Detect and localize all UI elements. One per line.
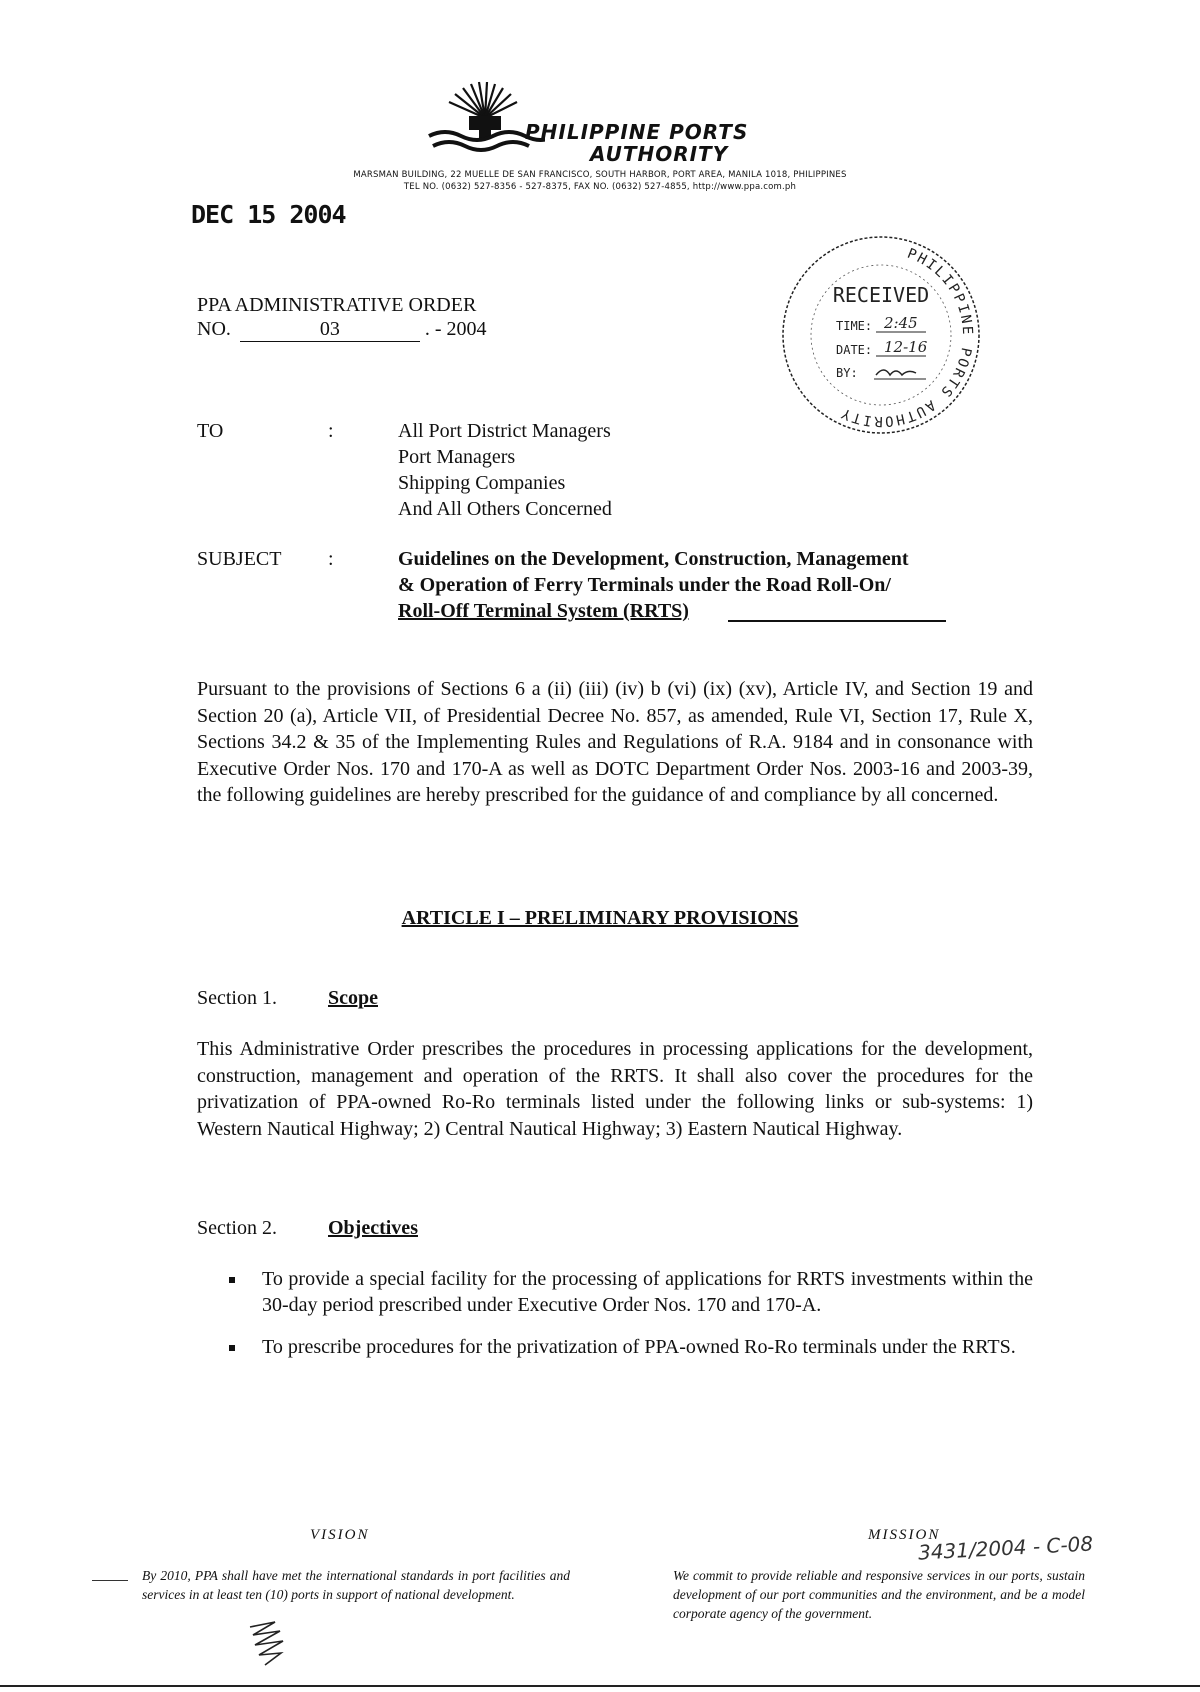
list-item bbox=[197, 1266, 1033, 1318]
seal-received-word: RECEIVED bbox=[832, 283, 930, 307]
seal-time-value: 2:45 bbox=[884, 314, 918, 332]
vision-title: VISION bbox=[310, 1527, 370, 1543]
seal-initials-signature bbox=[876, 370, 916, 375]
subject-label: SUBJECT bbox=[197, 548, 282, 570]
section-1-title: Scope bbox=[328, 987, 378, 1009]
mission-text: We commit to provide reliable and responsive services in our ports, sustain development of our port communities and the environment, and be a model corporate agency of the government. bbox=[673, 1568, 1085, 1621]
order-number: 03 bbox=[240, 318, 420, 342]
seal-date-label: DATE: bbox=[836, 343, 873, 357]
list-item bbox=[197, 1334, 1033, 1360]
contact-line: TEL NO. (0632) 527-8356 - 527-8375, FAX NO. (0632) 527-4855, http://www.ppa.com.ph bbox=[403, 182, 797, 192]
bullet-icon bbox=[229, 1277, 235, 1283]
article-title: ARTICLE I – PRELIMINARY PROVISIONS bbox=[401, 907, 799, 929]
order-year: . - 2004 bbox=[424, 318, 487, 340]
order-number-line bbox=[197, 318, 487, 342]
received-seal bbox=[776, 230, 986, 440]
order-no-label: NO. bbox=[197, 318, 231, 340]
to-colon: : bbox=[328, 420, 334, 442]
bottom-border bbox=[0, 1685, 1200, 1687]
section-2-title: Objectives bbox=[328, 1217, 418, 1239]
objectives-list bbox=[197, 1266, 1033, 1376]
subject-line: & Operation of Ferry Terminals under the Road Roll-On/ bbox=[398, 574, 891, 596]
subject-text bbox=[398, 546, 958, 624]
order-title: PPA ADMINISTRATIVE ORDER bbox=[197, 294, 477, 316]
margin-mark bbox=[92, 1580, 128, 1581]
section-2-label: Section 2. bbox=[197, 1217, 277, 1239]
seal-ring-text: PHILIPPINE PORTS AUTHORITY bbox=[837, 245, 976, 430]
seal-date-value: 12-16 bbox=[884, 338, 928, 356]
vision-text: By 2010, PPA shall have met the international standards in port facilities and services in at least ten (10) ports in support of national development. bbox=[142, 1568, 570, 1602]
seal-by-label: BY: bbox=[836, 366, 858, 380]
org-name-line2: AUTHORITY bbox=[590, 142, 729, 166]
objective-text: To provide a special facility for the processing of applications for RRTS investments within the 30-day period prescribed under Executive Order Nos. 170 and 170-A. bbox=[262, 1268, 1033, 1316]
ppa-logo bbox=[425, 80, 785, 166]
address-line: MARSMAN BUILDING, 22 MUELLE DE SAN FRANCISCO, SOUTH HARBOR, PORT AREA, MANILA 1018, PHILIPPINES bbox=[353, 170, 847, 180]
signature-scribble-icon bbox=[245, 1617, 290, 1672]
to-label: TO bbox=[197, 420, 224, 442]
subject-line: Guidelines on the Development, Construction, Management bbox=[398, 548, 909, 570]
recipient: All Port District Managers bbox=[398, 420, 611, 442]
recipient-list bbox=[398, 418, 612, 522]
subject-underline-rule bbox=[728, 620, 946, 622]
handwritten-reference: 3431/2004 - C-08 bbox=[917, 1531, 1094, 1565]
seal-time-label: TIME: bbox=[836, 319, 873, 333]
subject-line: Roll-Off Terminal System (RRTS) bbox=[398, 600, 689, 622]
recipient: Shipping Companies bbox=[398, 472, 566, 494]
recipient: And All Others Concerned bbox=[398, 498, 612, 520]
mission-title: MISSION bbox=[868, 1527, 941, 1543]
intro-paragraph: Pursuant to the provisions of Sections 6 a (ii) (iii) (iv) b (vi) (ix) (xv), Article IV, and Section 19 and Section 20 (a), Article VII, of Presidential Decree No. 857, as amended, Rule VI, Section 17, Rule X, Sections 34.2 & 35 of the Implementing Rules and Regulations of R.A. 9184 and in consonance with Executive Order Nos. 170 and 170-A as well as DOTC Department Order Nos. 2003-16 and 2003-39, the following guidelines are hereby prescribed for the guidance of and compliance by all concerned. bbox=[197, 678, 1033, 806]
bullet-icon bbox=[229, 1345, 235, 1351]
objective-text: To prescribe procedures for the privatization of PPA-owned Ro-Ro terminals under the RRTS. bbox=[262, 1336, 1016, 1358]
section-1-text: This Administrative Order prescribes the procedures in processing applications for the development, construction, management and operation of the RRTS. It shall also cover the procedures for the privatization of PPA-owned Ro-Ro terminals listed under the following links or sub-systems: 1) Western Nautical Highway; 2) Central Nautical Highway; 3) Eastern Nautical Highway. bbox=[197, 1038, 1033, 1140]
subject-colon: : bbox=[328, 548, 334, 570]
org-name-line1: PHILIPPINE PORTS bbox=[525, 120, 749, 144]
date-stamp: DEC 15 2004 bbox=[191, 200, 346, 229]
section-1-label: Section 1. bbox=[197, 987, 277, 1009]
recipient: Port Managers bbox=[398, 446, 516, 468]
